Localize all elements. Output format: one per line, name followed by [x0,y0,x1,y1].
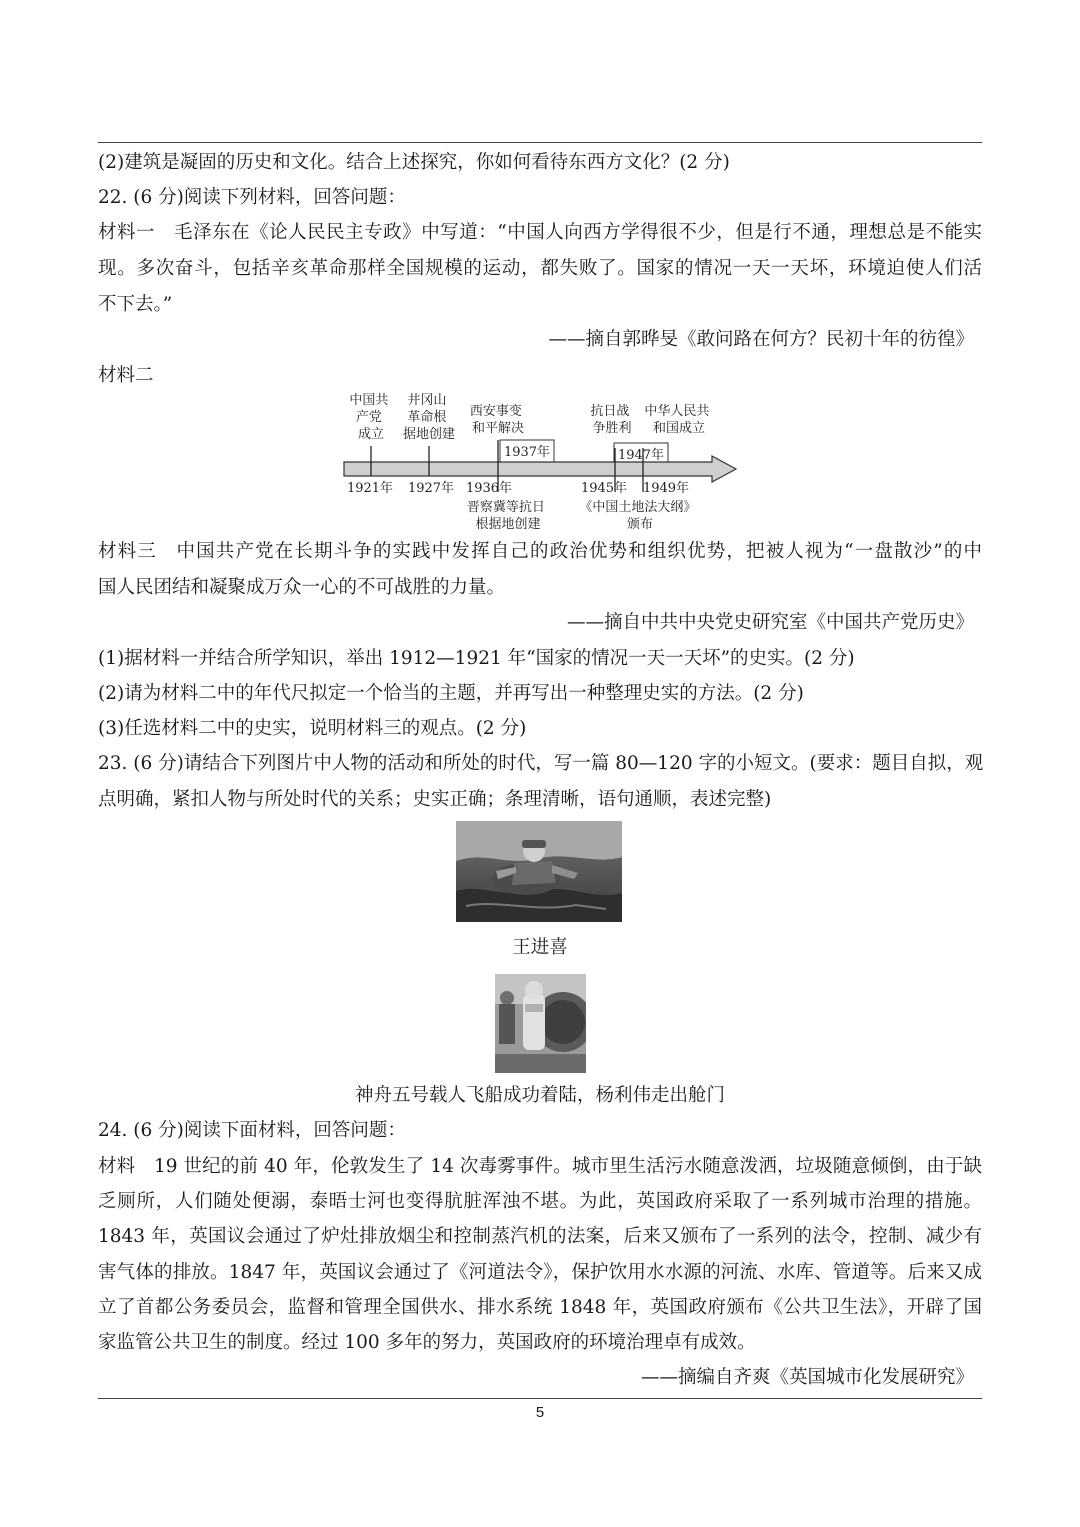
timeline-year-1921: 1921年 [346,481,394,496]
timeline-figure [340,388,740,532]
timeline-event-1949: 中华人民共 和国成立 [644,404,710,436]
timeline-event-1945: 抗日战 争胜利 [590,404,632,436]
timeline-year-1936: 1936年 [465,481,513,496]
caption-yang-liwei: 神舟五号载人飞船成功着陆，杨利伟走出舱门 [354,1085,725,1106]
q23-line2: 点明确，紧扣人物与所处时代的关系；史实正确；条理清晰，语句通顺，表述完整) [98,789,772,810]
caption-wang-jinxi: 王进喜 [512,937,568,958]
q22-material1-line2: 现。多次奋斗，包括辛亥革命那样全国规模的运动，都失败了。国家的情况一天一天坏，环境迫使人们活 [98,258,982,279]
photo-wang-jinxi [456,821,622,922]
q22-material1-line3: 不下去。” [98,294,173,315]
timeline-year-1945: 1945年 [580,481,628,496]
q22-material1-source: ——摘自郭晔旻《敢问路在何方？民初十年的彷徨》 [548,329,974,350]
q24-material-line3: 1843 年，英国议会通过了炉灶排放烟尘和控制蒸汽机的法案，后来又颁布了一系列的法令，控制、减少有 [98,1226,982,1247]
timeline-year-1927: 1927年 [407,481,455,496]
q22-material2-label: 材料二 [98,365,154,386]
q22-material3-line2: 国人民团结和凝聚成万众一心的不可战胜的力量。 [98,577,506,598]
q24-material-line5: 立了首都公务委员会，监督和管理全国供水、排水系统 1848 年，英国政府颁布《公共卫生法》，开辟了国 [98,1297,982,1318]
timeline-year-1947: 1947年 [617,448,665,463]
q22-header: 22. (6 分)阅读下列材料，回答问题： [98,187,406,208]
q21-sub2: (2)建筑是凝固的历史和文化。结合上述探究，你如何看待东西方文化？(2 分) [98,152,730,173]
timeline-event-1947-lower: 《中国土地法大纲》 颁布 [579,500,697,532]
bottom-rule [98,1398,982,1399]
q24-material-line6: 家监管公共卫生的制度。经过 100 多年的努力，英国政府的环境治理卓有成效。 [98,1332,756,1353]
q24-material-line4: 害气体的排放。1847 年，英国议会通过了《河道法令》，保护饮用水水源的河流、水库、管道等。后来又成 [98,1262,982,1283]
timeline-year-1937: 1937年 [503,445,551,460]
q22-question1: (1)据材料一并结合所学知识，举出 1912—1921 年“国家的情况一天一天坏”的史实。(2 分) [98,648,855,669]
q23-line1: 23. (6 分)请结合下列图片中人物的活动和所处的时代，写一篇 80—120 字的小短文。(要求：题目自拟，观 [98,753,984,774]
timeline-event-1936-lower: 晋察冀等抗日 根据地创建 [466,500,545,532]
photo-yang-liwei [495,974,586,1073]
timeline-event-1936: 西安事变 和平解决 [469,404,525,436]
q24-material-line2: 乏厕所，人们随处便溺，泰晤士河也变得肮脏浑浊不堪。为此，英国政府采取了一系列城市治理的措施。 [98,1191,982,1212]
q22-question3: (3)任选材料二中的史实，说明材料三的观点。(2 分) [98,718,527,739]
q24-material-source: ——摘编自齐爽《英国城市化发展研究》 [640,1367,974,1388]
timeline-event-1927: 井冈山 革命根 据地创建 [402,393,456,442]
q22-material3-line1: 材料三 中国共产党在长期斗争的实践中发挥自己的政治优势和组织优势，把被人视为“一盘散沙”的中 [98,541,982,562]
top-rule [98,142,982,143]
q24-header: 24. (6 分)阅读下面材料，回答问题： [98,1120,406,1141]
q22-material3-source: ——摘自中共中央党史研究室《中国共产党历史》 [566,612,974,633]
q22-material1-line1: 材料一 毛泽东在《论人民民主专政》中写道：“中国人向西方学得很不少，但是行不通，理想总是不能实 [98,222,982,243]
page-number: 5 [535,1404,545,1421]
q22-question2: (2)请为材料二中的年代尺拟定一个恰当的主题，并再写出一种整理史实的方法。(2 分) [98,683,804,704]
q24-material-line1: 材料 19 世纪的前 40 年，伦敦发生了 14 次毒雾事件。城市里生活污水随意泼洒，垃圾随意倾倒，由于缺 [98,1156,982,1177]
timeline-year-1949: 1949年 [642,481,690,496]
timeline-event-1921: 中国共 产党 成立 [349,393,389,442]
